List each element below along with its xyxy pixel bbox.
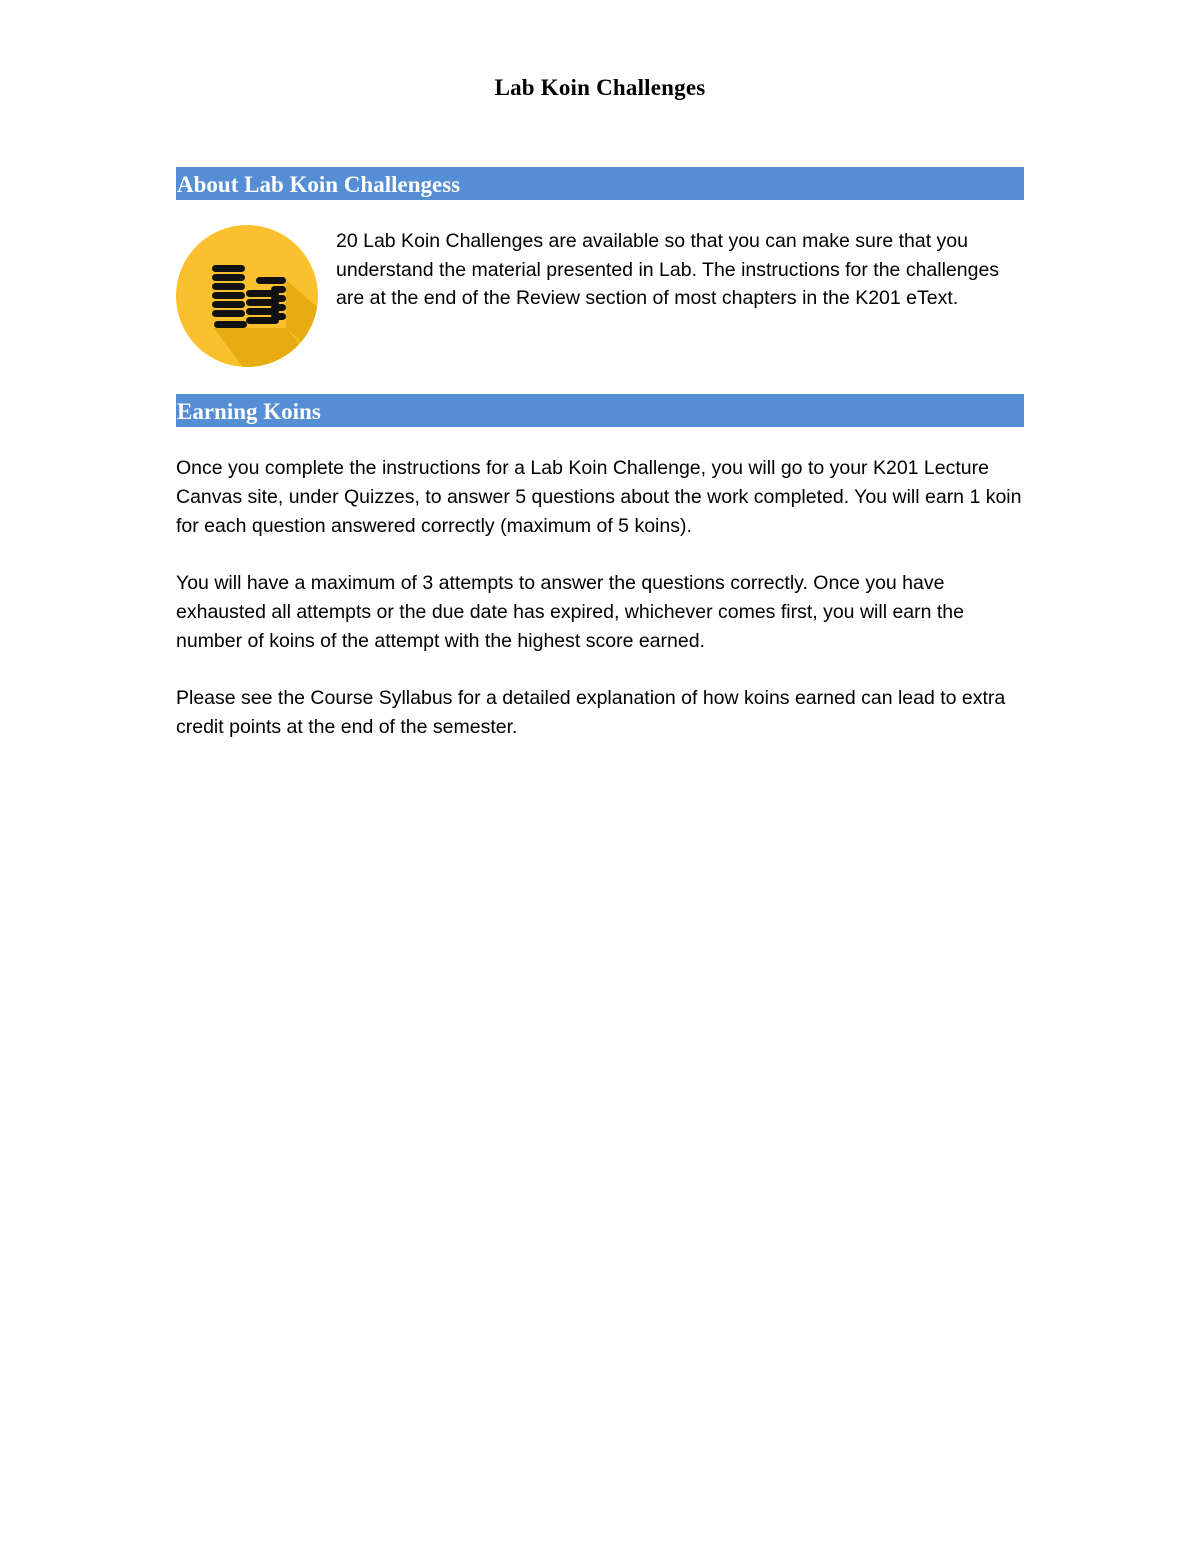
page-title: Lab Koin Challenges	[494, 75, 706, 100]
earning-paragraph-syllabus: Please see the Course Syllabus for a detailed explanation of how koins earned can lead to extra credit points at the end of the semester.	[176, 687, 1006, 738]
coin-stack-icon	[176, 225, 318, 367]
section-header-earning	[176, 394, 1024, 427]
section-header-about	[176, 167, 1024, 200]
section-heading-earning: Earning Koins	[177, 399, 321, 424]
earning-paragraph-quizzes: Once you complete the instructions for a Lab Koin Challenge, you will go to your K201 Lecture Canvas site, under Quizzes, to answer 5 questions about the work completed. You will earn 1 koin for each question answered correctly (maximum of 5 koins).	[176, 457, 1022, 537]
about-description: 20 Lab Koin Challenges are available so that you can make sure that you understand the material presented in Lab. The instructions for the challenges are at the end of the Review section of most chapters in the K201 eText.	[336, 230, 1000, 309]
earning-paragraph-attempts: You will have a maximum of 3 attempts to answer the questions correctly. Once you have exhausted all attempts or the due date has expired, whichever comes first, you will earn the number of koins of the attempt with the highest score earned.	[176, 572, 964, 652]
section-heading-about: About Lab Koin Challengess	[177, 172, 461, 197]
